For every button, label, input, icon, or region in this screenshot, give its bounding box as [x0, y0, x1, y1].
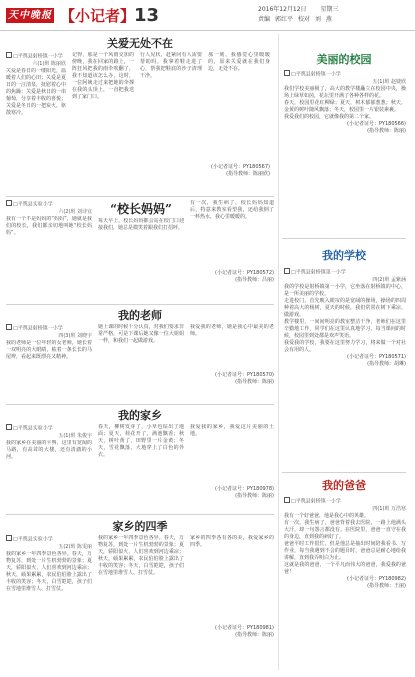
article-principal: [6, 200, 274, 300]
issue-date-line: [258, 6, 339, 14]
byline-author: 六(2)班 刘诗宜: [58, 208, 92, 215]
article-paragraph: 我的家乡一年四季景色各异。春天，万物复苏，到处一片生机勃勃的景象；夏天，骄阳似火，人们喜欢到河边乘凉；秋天，硕果累累，农民伯伯脸上露出了丰收的笑容；冬天，白雪皑皑，孩子们在雪地里堆雪人、打雪仗。: [98, 535, 184, 576]
byline-author: 五(1)班 赵婕欣: [372, 78, 406, 85]
article-paragraph: 我有一个好爸爸，他是我心中的英雄。: [284, 512, 370, 519]
byline-school: □平舆县射桥镇第一小学: [284, 268, 406, 277]
article-title: 家乡的四季: [112, 520, 168, 533]
page-number: 13: [134, 5, 160, 26]
editor-line: [258, 16, 332, 24]
article-footer: (小记者证号：PY180981) (指导教师：陈丽): [215, 625, 274, 638]
byline-author: 四(2)班 孟紫涵: [372, 276, 406, 283]
article-title: “校长妈妈”: [110, 202, 172, 216]
article-paragraph: 关爱是春日的一缕阳光，温暖着人们的心田；关爱是夏日的一汪清泉，抚慰着心中的焦躁；关爱是秋日的一串葡萄，分享着丰收的喜悦；关爱是冬日的一把炭火，驱散寒冷。: [6, 67, 66, 116]
article-paragraph: 我爱我们的校园，它就像我的第二个家。: [284, 113, 375, 120]
article-paragraph: 家乡的四季各有各的美，我爱家乡的四季。: [190, 535, 274, 548]
issue-weekday: 星期三: [320, 6, 339, 13]
proofreader-name: 刘 燕: [314, 16, 332, 23]
divider: [282, 472, 406, 473]
article-beautiful-campus: [284, 70, 406, 135]
byline-author: 六(1)班 陈丽欣: [32, 60, 66, 67]
byline-school: □平舆县射桥镇一小学: [284, 70, 406, 79]
article-footer: (小记者证号：PY180567) (指导教师：陈丽欣): [211, 164, 270, 177]
article-paragraph: 她上课的时候十分认真，对我们要求非常严格，可是下课后她又像一位大姐姐一样，和我们一起做游戏。: [98, 324, 184, 344]
article-paragraph: 记得，那是一个风雨交加的傍晚，我在回家的路上，一阵狂风把我的雨伞吹翻了，我不知道该怎么办，这时，一位阿姨走过来把她的伞撑在我的头顶上，一直把我送到了家门口。: [72, 52, 134, 100]
byline-school: □平舆县射桥镇一小学: [6, 52, 66, 61]
article-paragraph: 春天，柳树发芽了，小草也钻出了地面；夏天，荷花开了，满池飘香；秋天，树叶黄了，田野里一片金黄；冬天，雪花飘落，大地穿上了白色的外衣。: [98, 424, 184, 458]
article-footer: (小记者证号：PY180982) (指导教师：王丽): [347, 575, 406, 589]
article-title: 我的学校: [322, 249, 366, 262]
newspaper-logo: 天中晚报: [8, 10, 52, 21]
article-paragraph: 我爱我的家乡，我爱这片美丽的土地。: [190, 424, 274, 437]
divider: [6, 514, 274, 515]
byline-author: 五(1)班 朱俊宇: [58, 432, 92, 439]
article-paragraph: 那一刻，我感觉心里暖暖的，原来关爱就在我们身边，无处不在。: [208, 52, 270, 72]
byline-school: □平舆县实验小学: [6, 424, 92, 433]
article-paragraph: 我爱我的老师，她是我心中最美的老师。: [190, 324, 274, 337]
article-paragraph: 我有一个不是妈妈的“妈妈”，她就是我们的校长，我们都亲切地叫她“校长妈妈”。: [6, 215, 92, 236]
divider: [6, 404, 274, 405]
divider: [6, 196, 274, 197]
article-paragraph: 行人见状，赶紧问有人需要帮助吗，我拿着鞋走进了心，帮我把鞋底的沙子清理干净。: [140, 52, 202, 79]
article-paragraph: 爸爸平时工作很忙，但是他总是抽出时间陪我看书、写作业，每当我遇到不会的题目时，爸爸总是耐心地给我讲解，直到我弄明白为止。: [284, 540, 406, 561]
issue-date: 2016年12月12日: [258, 6, 307, 13]
page-header: [0, 0, 415, 31]
article-title: 美丽的校园: [316, 53, 372, 66]
article-title: 我的爸爸: [322, 479, 366, 492]
article-paragraph: 我们学校美丽极了，高大的教学楼矗立在校园中央，操场上绿草如茵，花坛里开满了各种各样的花。: [284, 85, 406, 99]
article-title: 我的老师: [118, 309, 162, 322]
byline-school: □平舆县射桥镇一小学: [284, 497, 406, 506]
article-paragraph: 我的老师是一位年轻的女老师，她长着一双明亮的大眼睛，梳着一条长长的马尾辫，看起来既漂亮又精神。: [6, 339, 92, 360]
column-divider: [278, 34, 279, 670]
byline-school: □平舆县实验小学: [6, 535, 92, 544]
article-paragraph: 我的家乡在美丽的平舆，这里有宽阔的马路，有高耸的大楼，还有清澈的小河。: [6, 439, 92, 460]
byline-author: 五(2)班 陈雯丽: [58, 543, 92, 550]
article-four-seasons: [6, 518, 274, 655]
divider: [6, 304, 274, 305]
article-footer: (小记者证号：PY180572) (指导教师：吕丽): [215, 270, 274, 283]
article-my-school: [284, 268, 406, 368]
article-caring: [6, 35, 274, 194]
divider: [282, 238, 406, 239]
article-body-columns: [6, 52, 274, 194]
section-title: 【小记者】: [60, 7, 136, 25]
article-paragraph: 有一次，我生病了，校长妈妈知道后，特意来教室看望我，还给我倒了一杯热水，我心里暖暖的。: [190, 200, 274, 220]
article-title: 关爱无处不在: [107, 37, 173, 50]
article-footer: (小记者证号：PY180571) (指导教师：胡琳): [347, 353, 406, 367]
article-my-dad: [284, 497, 406, 590]
byline-author: 四(1)班 万浩寒: [372, 505, 406, 512]
article-paragraph: 我的家乡一年四季景色各异。春天，万物复苏，到处一片生机勃勃的景象；夏天，骄阳似火，人们喜欢到河边乘凉；秋天，硕果累累，农民伯伯脸上露出了丰收的笑容；冬天，白雪皑皑，孩子们在雪地里堆雪人、打雪仗。: [6, 550, 92, 592]
article-footer: (小记者证号：PY180566) (指导教师：陈丽): [347, 120, 406, 134]
article-title: 我的家乡: [118, 409, 162, 422]
article-paragraph: 我爱我的学校，我要在这里努力学习，将来做一个对社会有用的人。: [284, 339, 406, 353]
byline-school: □平舆县实验小学: [6, 200, 92, 209]
proofreader-label: 校对: [297, 16, 310, 23]
article-hometown: [6, 407, 274, 510]
editor-name: 郭红平: [274, 16, 293, 23]
article-paragraph: 走进校门，首先映入眼帘的是宽阔的操场，操场的四周种着高大的杨树，夏天的时候，我们常常在树下乘凉、做游戏。: [284, 297, 406, 318]
byline-author: 四(3)班 刘晓宇: [58, 332, 92, 339]
article-paragraph: 有一次，我生病了，爸爸背着我去医院，一路上他满头大汗，却一句怨言都没有。在医院里，爸爸一直守在我的身边，直到我的病好了。: [284, 519, 406, 540]
editor-label: 责编: [258, 16, 271, 23]
article-teacher: [6, 307, 274, 396]
byline-school: □平舆县射桥镇一小学: [6, 324, 92, 333]
article-paragraph: 教学楼里，一间间明亮的教室整洁干净，老师们在这里辛勤地工作，同学们在这里认真地学习，每当课间的时候，校园里到处都是欢声笑语。: [284, 318, 406, 339]
article-paragraph: 我的学校是射桥镇第一小学，它坐落在射桥镇的中心，是一所美丽的学校。: [284, 283, 406, 297]
article-footer: (小记者证号：PY180570) (指导教师：陈丽): [215, 372, 274, 385]
article-paragraph: 春天，校园里花红柳绿；夏天，树木郁郁葱葱；秋天，金黄的树叶随风飘落；冬天，校园里一片银装素裹。: [284, 99, 406, 113]
article-paragraph: 每天早上，校长妈妈都会站在校门口迎接我们，她总是微笑着跟我们打招呼。: [98, 218, 184, 231]
article-paragraph: 这就是我的爸爸，一个平凡而伟大的爸爸，我爱我的爸爸！: [284, 561, 406, 575]
article-footer: (小记者证号：PY180978) (指导教师：陈丽): [215, 486, 274, 499]
